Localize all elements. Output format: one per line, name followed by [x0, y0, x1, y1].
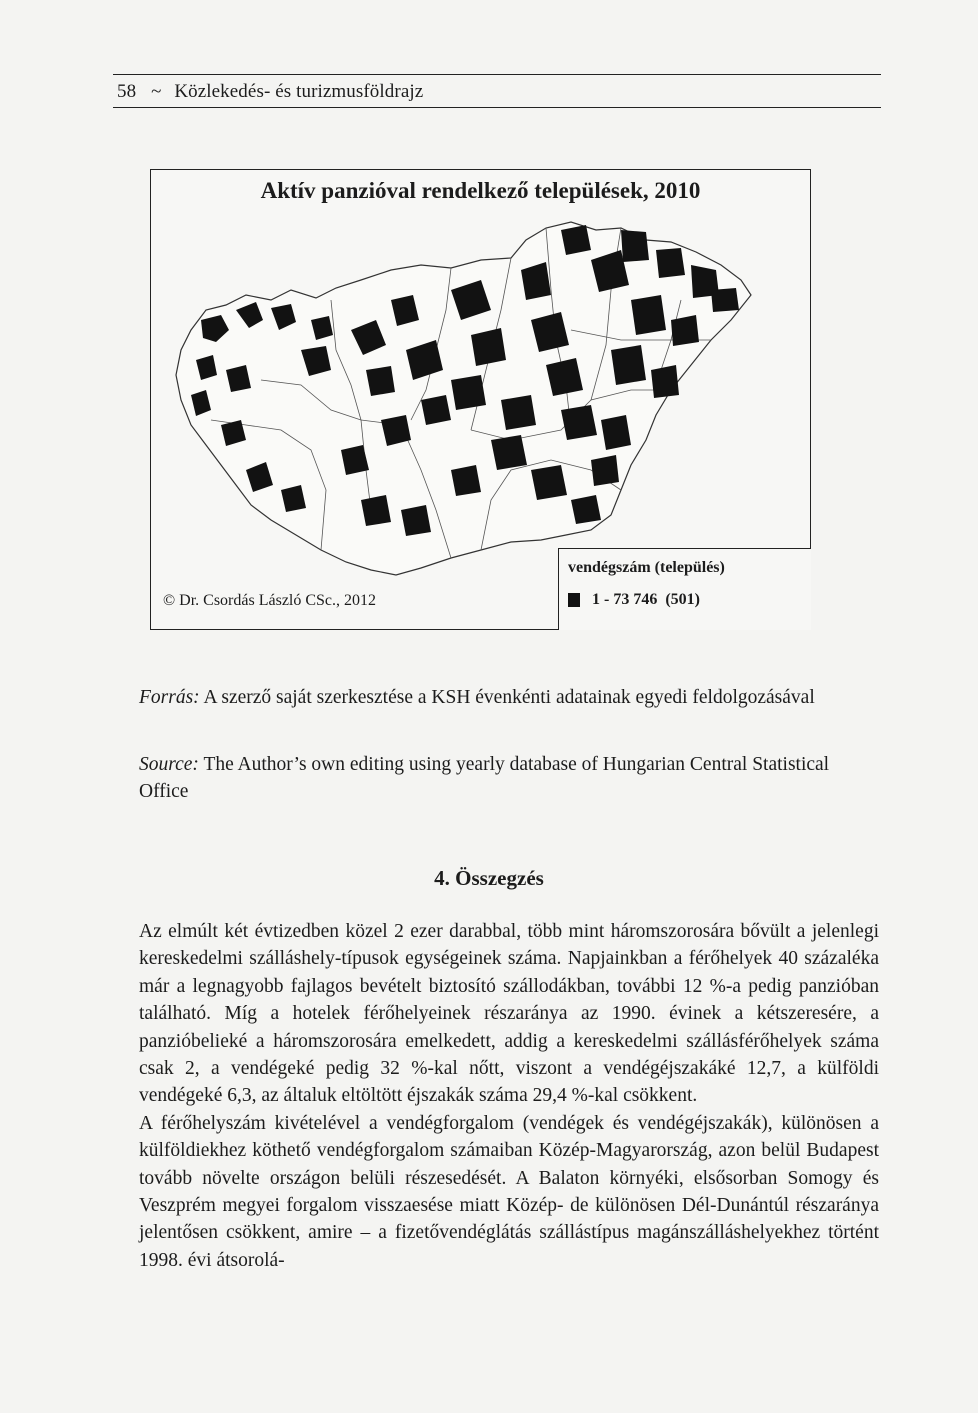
figure-title: Aktív panzióval rendelkező települések, 2010 [260, 178, 701, 203]
legend-title: vendégszám (település) [568, 559, 725, 576]
page-number: 58 [117, 81, 137, 102]
caption-forras-text: A szerző saját szerkesztése a KSH évenkénti adatainak egyedi feldolgozásával [199, 687, 815, 708]
legend-item [568, 591, 700, 609]
map-legend [558, 548, 811, 630]
paragraph: Az elmúlt két évtizedben közel 2 ezer darabbal, több mint háromszorosára bővült a jelenlegi kereskedelmi szálláshely-típusok egységeinek száma. Napjainkban a férőhelyek 40 százaléka már a legnagyobb fajlagos bevételt biztosító szállodákban, további 12 %-a pedig panzióban található. Míg a hotelek férőhelyeinek részaránya az 1990. évinek a kétszeresére, a panzióbelieké a háromszorosára emelkedett, addig a kereskedelmi szállásférőhelyek száma csak 2, a vendégeké pedig 32 %-kal nőtt, viszont a vendégéjszakáké 12,7, a külföldi vendégeké 6,3, az általuk eltöltött éjszakák száma 29,4 %-kal csökkent. [139, 921, 879, 1107]
legend-item-label: 1 - 73 746 (501) [592, 591, 700, 608]
header-rule-bottom [113, 107, 881, 108]
caption-source [139, 751, 874, 805]
map-figure [150, 169, 811, 630]
caption-source-label: Source: [139, 754, 199, 775]
caption-forras-label: Forrás: [139, 687, 200, 708]
header-line [113, 75, 881, 107]
running-title: Közlekedés- és turizmusföldrajz [174, 81, 424, 102]
body-text [139, 918, 879, 1274]
header-separator: ~ [151, 81, 162, 102]
running-header [113, 74, 881, 108]
caption-forras [139, 684, 874, 711]
paragraph: A férőhelyszám kivételével a vendégforgalom (vendégek és vendégéjszakák), különösen a külföldiekhez köthető vendégforgalom számaiban Közép-Magyarország, azon belül Budapest tovább növelte országon belüli részesedését. A Balaton környéki, elsősorban Somogy és Veszprém megyei forgalom visszaesése miatt Közép- de különösen Dél-Dunántúl részaránya jelentősen csökkent, amire – a fizetővendéglátás szállástípus magánszálláshelyekhez történt 1998. évi átsorolá- [139, 1112, 879, 1271]
copyright-notice: © Dr. Csordás László CSc., 2012 [163, 592, 377, 609]
caption-source-text: The Author’s own editing using yearly database of Hungarian Central Statistical Office [139, 754, 830, 802]
section-title: 4. Összegzés [434, 866, 544, 890]
legend-swatch [568, 593, 580, 607]
